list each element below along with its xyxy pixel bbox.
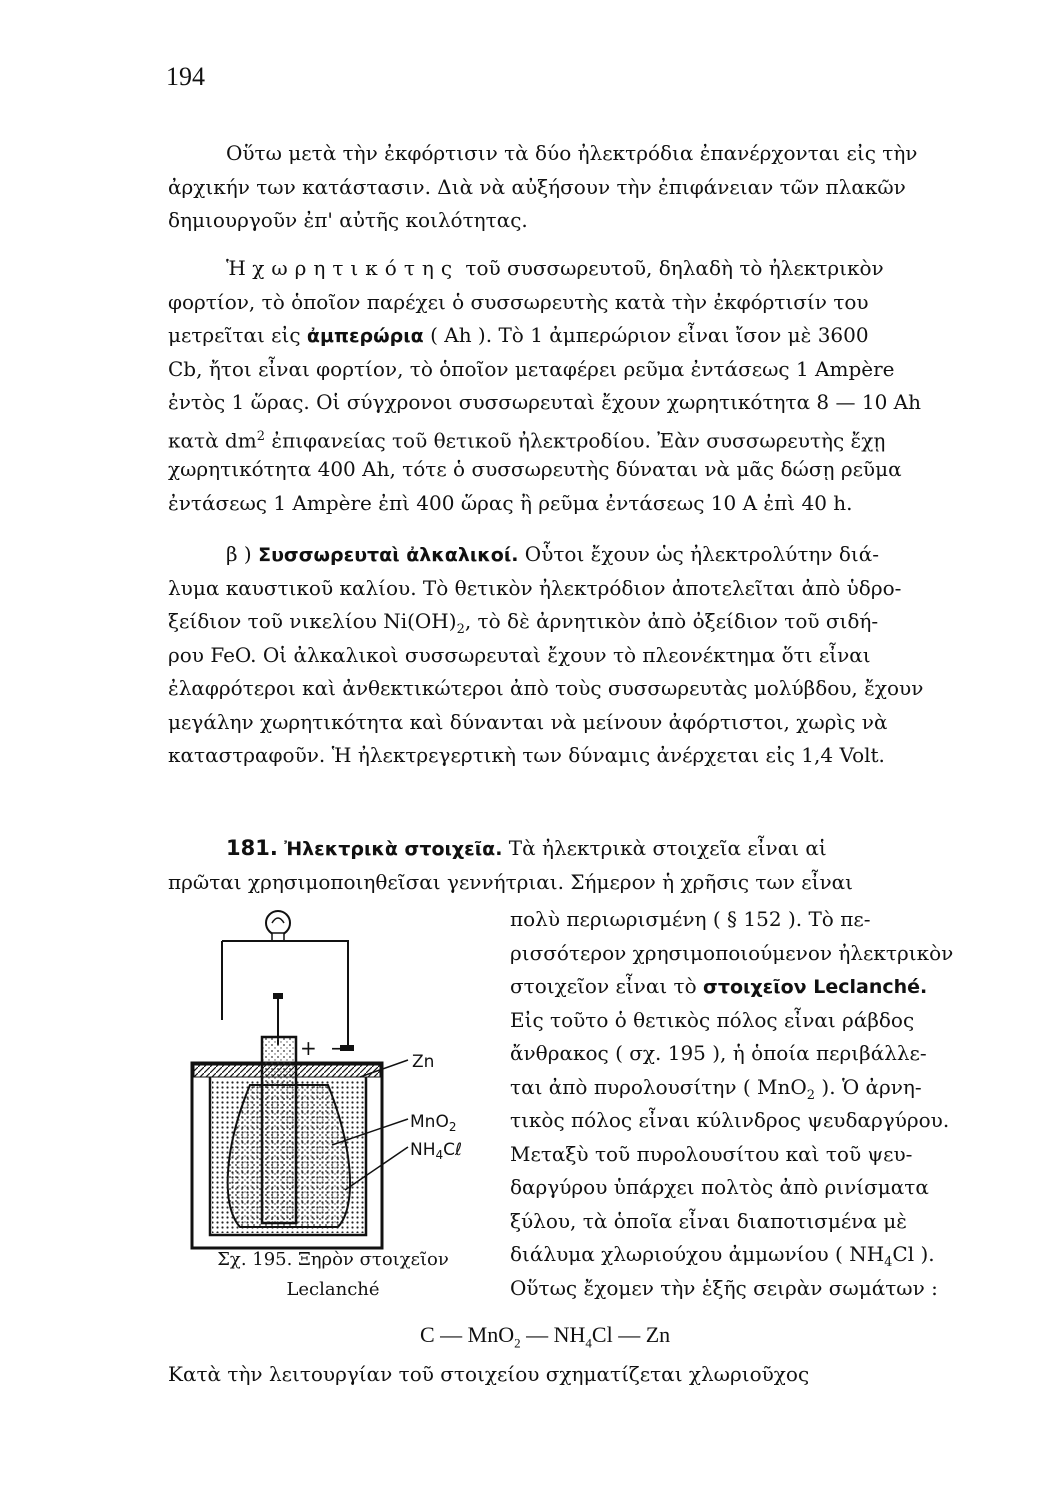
text-line: δαργύρου ὑπάρχει πολτὸς ἀπὸ ρινίσματα	[510, 1175, 929, 1199]
paragraph-discharge	[168, 137, 990, 238]
section-title: Ἠλεκτρικὰ στοιχεῖα.	[284, 838, 503, 860]
text-line: Οὕτω μετὰ τὴν ἐκφόρτισιν τὰ δύο ἠλεκτρόδια ἐπανέρχονται εἰς τὴν	[226, 141, 918, 165]
caption-line: Leclanché	[286, 1279, 380, 1300]
text-line	[168, 538, 990, 572]
subscript: 2	[456, 622, 465, 637]
text-span: , τὸ δὲ ἀρνητικὸν ἀπὸ ὀξείδιον τοῦ σιδή-	[464, 609, 879, 633]
text-span: τοῦ συσσωρευτοῦ, δηλαδὴ τὸ ἠλεκτρικὸν	[459, 256, 884, 280]
section-number: 181.	[226, 836, 278, 860]
section-heading-line	[168, 832, 990, 866]
text-span: Ἡ	[226, 256, 253, 280]
closing-line: Κατὰ τὴν λειτουργίαν τοῦ στοιχείου σχηματίζεται χλωριοῦχος	[168, 1362, 810, 1386]
text-line: τικὸς πόλος εἶναι κύλινδρος ψευδαργύρου.	[510, 1108, 950, 1132]
ampere-hours-term: ἀμπερώρια	[306, 325, 424, 347]
text-span: στοιχεῖον εἶναι τὸ	[510, 974, 704, 998]
wire-right	[222, 941, 348, 1020]
text-span: C — MnO	[420, 1322, 515, 1347]
paragraph-capacity	[168, 252, 990, 520]
text-line: ἐντάσεως 1 Ampère ἐπὶ 400 ὥρας ἢ ρεῦμα ἐντάσεως 10 A ἐπὶ 40 h.	[168, 490, 853, 515]
leclanche-cell-diagram	[180, 905, 480, 1295]
figure-caption	[168, 1245, 498, 1305]
text-span: κατὰ dm	[168, 428, 257, 453]
subscript: 4	[585, 1335, 592, 1351]
cell-equation	[420, 1322, 670, 1351]
text-span: β )	[226, 542, 259, 566]
text-line: ἐντὸς 1 ὥρας. Οἱ σύγχρονοι συσσωρευταὶ ἔχουν χωρητικότητα 8 — 10 Ah	[168, 390, 921, 414]
leclanche-cell-figure	[180, 905, 480, 1295]
caption-line: Σχ. 195. Ξηρὸν στοιχεῖον	[217, 1249, 449, 1270]
carbon-rod	[262, 1037, 296, 1223]
text-span: ται ἀπὸ πυρολουσίτην ( MnO	[510, 1074, 807, 1099]
mno2-label: MnO$_2$	[410, 1112, 457, 1134]
subscript: 4	[884, 1255, 893, 1270]
text-span: Οὗτοι ἔχουν ὡς ἠλεκτρολύτην διά-	[518, 542, 880, 566]
nh4cl-label: $NH_4C\ell$	[410, 1140, 463, 1162]
text-line: φορτίον, τὸ ὁποῖον παρέχει ὁ συσσωρευτὴς κατὰ τὴν ἐκφόρτισίν του	[168, 289, 869, 314]
alkaline-heading: Συσσωρευταὶ ἀλκαλικοί.	[258, 544, 519, 566]
text-line	[168, 605, 990, 639]
text-line	[168, 252, 990, 286]
text-line: ἐλαφρότεροι καὶ ἀνθεκτικώτεροι ἀπὸ τοὺς συσσωρευτὰς μολύβδου, ἔχουν	[168, 676, 924, 700]
superscript: 2	[256, 428, 265, 444]
text-span: ). Ὁ ἀρνη-	[815, 1074, 922, 1099]
section-electric-cells	[168, 832, 990, 899]
text-line	[510, 1071, 990, 1105]
text-line: Cb, ἤτοι εἶναι φορτίον, τὸ ὁποῖον μεταφέρει ρεῦμα ἐντάσεως 1 Ampère	[168, 356, 895, 381]
text-span: Cl ).	[892, 1242, 935, 1266]
leclanche-description	[510, 903, 990, 1305]
text-line: ἄνθρακος ( σχ. 195 ), ἡ ὁποία περιβάλλε-	[510, 1041, 927, 1065]
paragraph-alkaline	[168, 538, 990, 773]
text-line: Εἰς τοῦτο ὁ θετικὸς πόλος εἶναι ράβδος	[510, 1007, 915, 1032]
text-line: λυμα καυστικοῦ καλίου. Τὸ θετικὸν ἠλεκτρόδιον ἀποτελεῖται ἀπὸ ὑδρο-	[168, 575, 902, 600]
text-span: Cl — Zn	[591, 1322, 671, 1347]
text-span: ( Ah ). Τὸ 1 ἀμπερώριον εἶναι ἴσον μὲ 3600	[423, 323, 869, 347]
text-line: δημιουργοῦν ἐπ' αὐτῆς κοιλότητας.	[168, 208, 528, 232]
text-line	[168, 420, 990, 454]
subscript: 2	[514, 1335, 521, 1351]
text-line: ἀρχικήν των κατάστασιν. Διὰ νὰ αὐξήσουν τὴν ἐπιφάνειαν τῶν πλακῶν	[168, 174, 906, 199]
text-span: μετρεῖται εἰς	[168, 323, 307, 347]
capacity-term: χωρητικότης	[252, 256, 460, 280]
minus-sign: −	[330, 1036, 347, 1060]
text-line: Μεταξὺ τοῦ πυρολουσίτου καὶ τοῦ ψευ-	[510, 1141, 913, 1166]
bulb-icon	[266, 911, 290, 941]
zn-label: Zn	[412, 1052, 435, 1072]
text-span: διάλυμα χλωριούχου ἀμμωνίου ( NH	[510, 1242, 885, 1266]
text-line: μεγάλην χωρητικότητα καὶ δύνανται νὰ μείνουν ἀφόρτιστοι, χωρὶς νὰ	[168, 709, 888, 734]
text-line: ρου FeO. Οἱ ἀλκαλικοὶ συσσωρευταὶ ἔχουν τὸ πλεονέκτημα ὅτι εἶναι	[168, 642, 871, 667]
text-line: ξύλου, τὰ ὁποῖα εἶναι διαποτισμένα μὲ	[510, 1208, 907, 1233]
text-line: Οὕτως ἔχομεν τὴν ἑξῆς σειρὰν σωμάτων :	[510, 1275, 938, 1300]
text-span: Τὰ ἠλεκτρικὰ στοιχεῖα εἶναι αἱ	[502, 836, 827, 860]
leclanche-term: στοιχεῖον Leclanché.	[703, 976, 928, 998]
text-line: χωρητικότητα 400 Ah, τότε ὁ συσσωρευτὴς δύναται νὰ μᾶς δώσῃ ρεῦμα	[168, 457, 902, 481]
text-span: ξείδιον τοῦ νικελίου Ni(OH)	[168, 609, 457, 633]
text-line	[510, 970, 990, 1004]
text-line: ρισσότερον χρησιμοποιούμενον ἠλεκτρικὸν	[510, 940, 954, 965]
text-span: ἐπιφανείας τοῦ θετικοῦ ἠλεκτροδίου. Ἐὰν συσσωρευτὴς ἔχῃ	[264, 428, 886, 453]
text-line	[510, 1238, 990, 1272]
subscript: 2	[806, 1087, 816, 1103]
plus-sign: +	[300, 1036, 317, 1060]
page-number: 194	[166, 62, 205, 91]
text-line: πολὺ περιωρισμένη ( § 152 ). Τὸ πε-	[510, 907, 871, 931]
text-line: πρῶται χρησιμοποιηθεῖσαι γεννήτριαι. Σήμερον ἡ χρῆσις των εἶναι	[168, 869, 853, 894]
text-span: — NH	[520, 1322, 586, 1347]
text-line	[168, 319, 990, 353]
text-line: καταστραφοῦν. Ἡ ἠλεκτρεγερτικὴ των δύναμις ἀνέρχεται εἰς 1,4 Volt.	[168, 743, 885, 767]
